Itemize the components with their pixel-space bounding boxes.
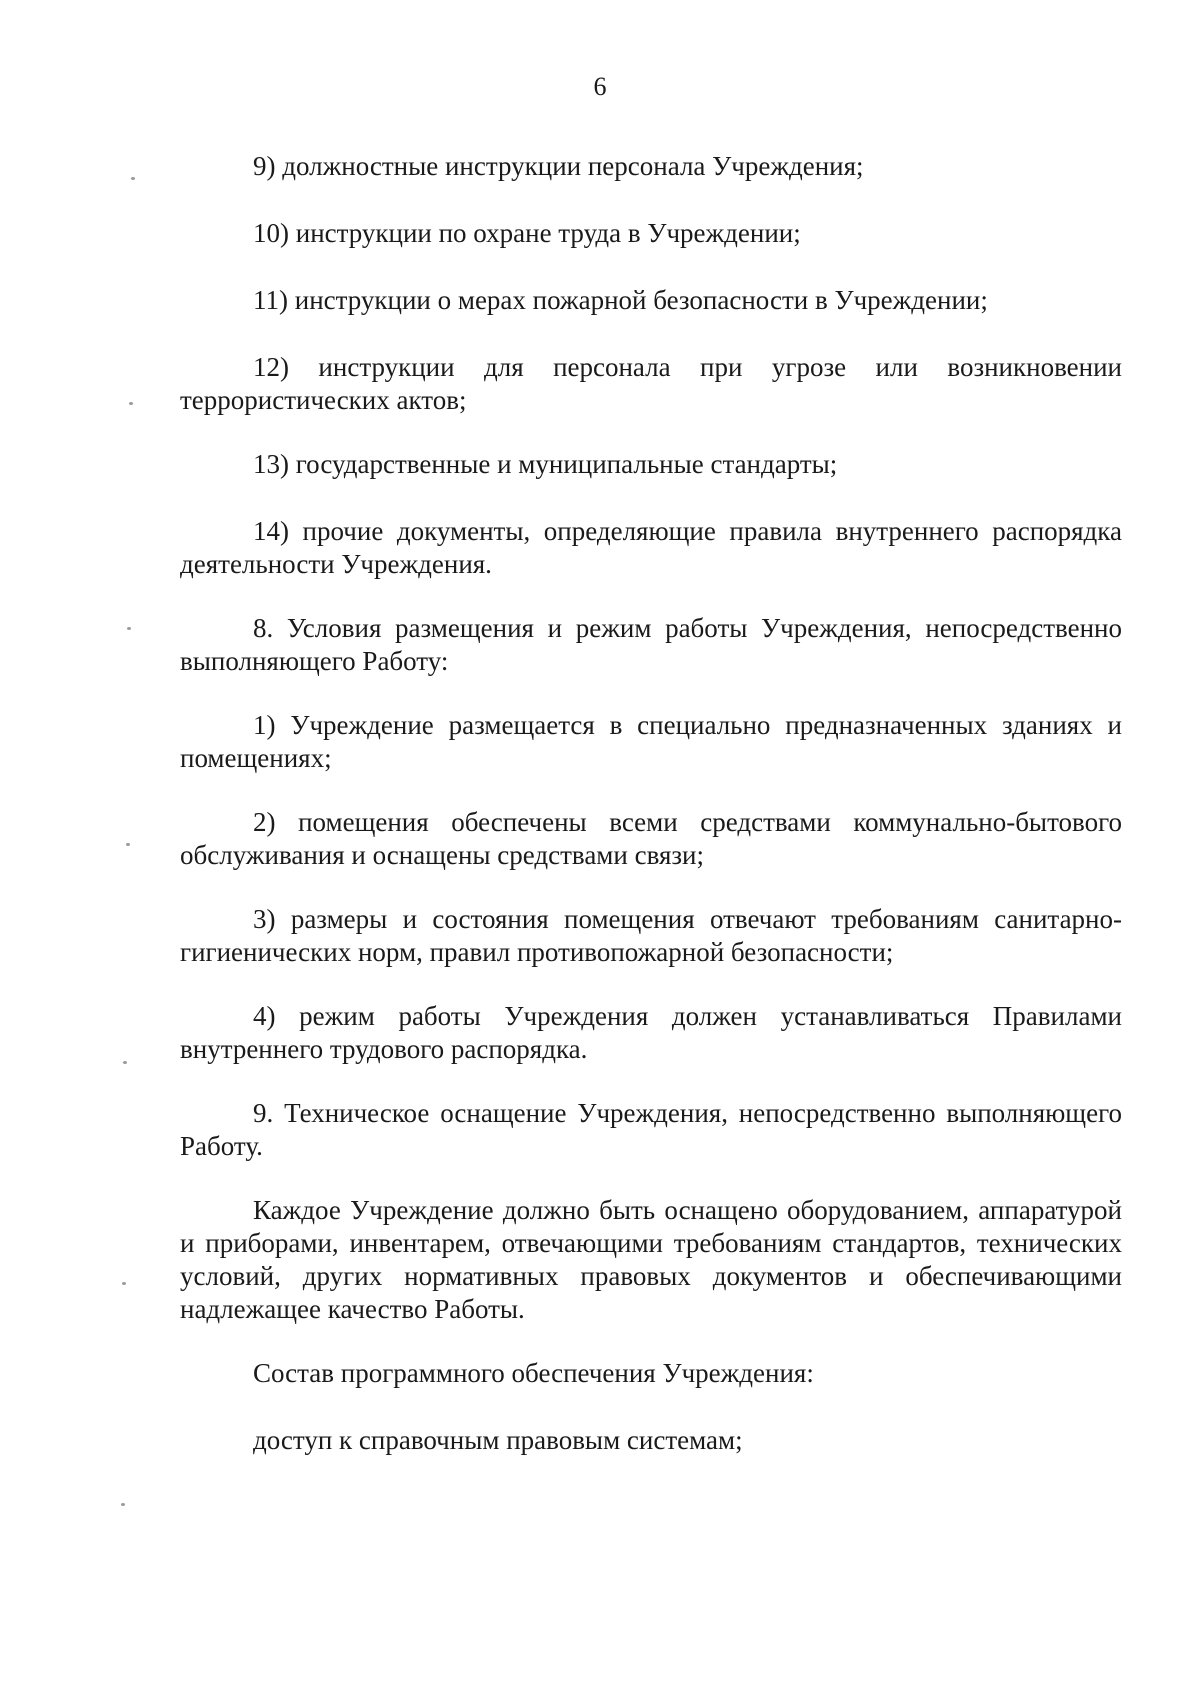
page-number: 6 (593, 72, 607, 101)
equipment-paragraph: Каждое Учреждение должно быть оснащено оборудованием, аппаратурой и приборами, инвентарем, отвечающими требованиям стандартов, технических условий, других нормативных правовых документов и обеспечивающими надлежащее качество Работы. (180, 1195, 1122, 1324)
list-item-10: 10) инструкции по охране труда в Учреждении; (253, 218, 801, 248)
section-9-heading: 9. Техническое оснащение Учреждения, непосредственно выполняющего Работу. (180, 1098, 1122, 1161)
scan-speck (122, 1282, 126, 1285)
list-item-12: 12) инструкции для персонала при угрозе или возникновении террористических актов; (180, 352, 1122, 415)
document-body (180, 150, 1122, 1491)
scan-speck (123, 1061, 127, 1064)
scan-speck (126, 843, 130, 846)
scan-speck (127, 627, 131, 630)
scan-speck (129, 402, 133, 405)
section-8-item-3: 3) размеры и состояния помещения отвечают требованиям санитарно-гигиенических норм, правил противопожарной безопасности; (180, 904, 1122, 967)
section-8-item-4: 4) режим работы Учреждения должен устанавливаться Правилами внутреннего трудового распорядка. (180, 1001, 1122, 1064)
software-item: доступ к справочным правовым системам; (253, 1425, 743, 1455)
section-8-item-1: 1) Учреждение размещается в специально предназначенных зданиях и помещениях; (180, 710, 1122, 773)
scan-speck (121, 1503, 125, 1506)
section-8-heading: 8. Условия размещения и режим работы Учреждения, непосредственно выполняющего Работу: (180, 613, 1122, 676)
list-item-13: 13) государственные и муниципальные стандарты; (253, 449, 838, 479)
software-heading: Состав программного обеспечения Учреждения: (253, 1358, 814, 1388)
scan-speck (131, 177, 135, 180)
list-item-14: 14) прочие документы, определяющие правила внутреннего распорядка деятельности Учреждения. (180, 516, 1122, 579)
list-item-11: 11) инструкции о мерах пожарной безопасности в Учреждении; (253, 285, 988, 315)
list-item-9: 9) должностные инструкции персонала Учреждения; (253, 151, 864, 181)
section-8-item-2: 2) помещения обеспечены всеми средствами коммунально-бытового обслуживания и оснащены средствами связи; (180, 807, 1122, 870)
